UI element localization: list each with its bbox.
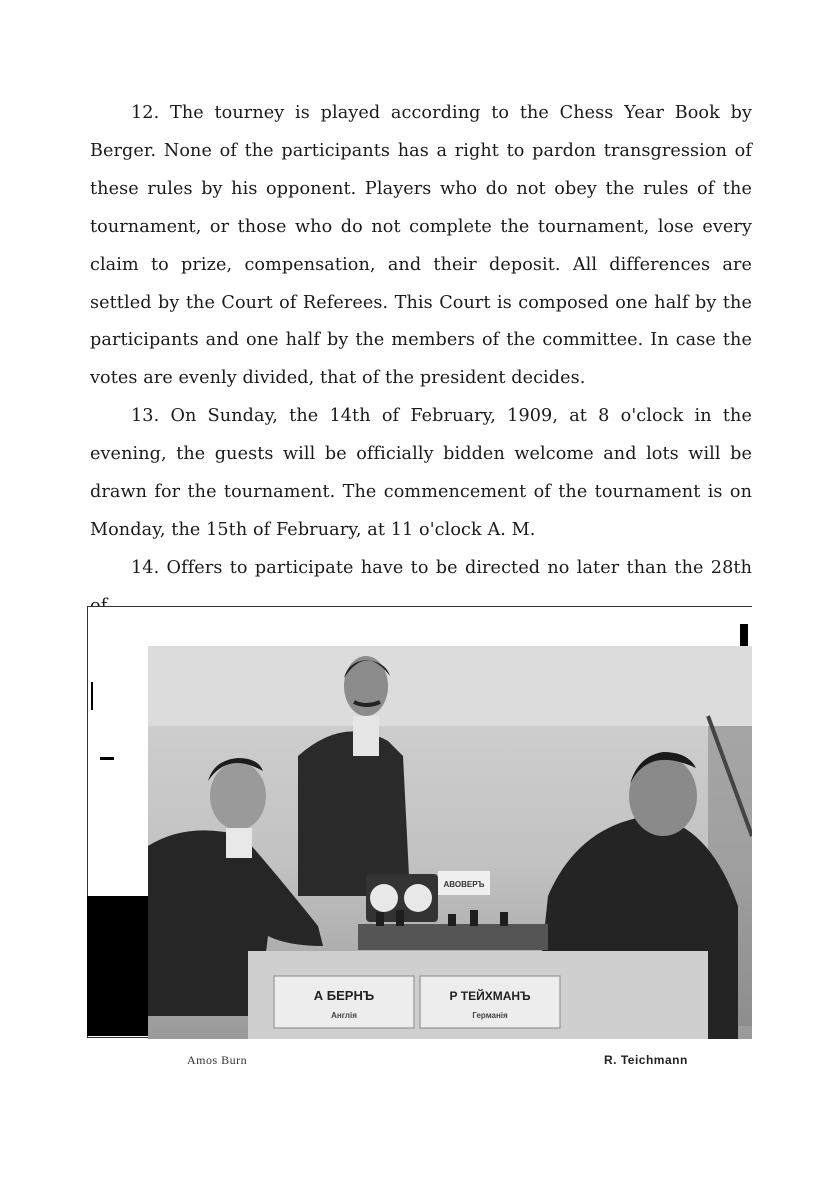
paragraph-14: 14. Offers to participate have to be directed no later than the 28th — [131, 557, 752, 578]
left-plate-country: Англія — [331, 1011, 357, 1020]
paragraph-12: 12. The tourney is played according to the Chess Year Book by Berger. None of the participants has a right to pardon transgression of these rules by his opponent. Players who do not obey the rules of the tournament, or those who do not complete the tournament, lose every claim to prize, compensation, and their deposit. All differences are settled by the Court of Referees. This Court is composed one half by the participants and one half by the members of the committee. In case the votes are evenly divided, that of the president decides. — [90, 103, 752, 389]
right-plate-name: Р ТЕЙХМАНЪ — [449, 989, 531, 1003]
scan-artifact — [87, 896, 149, 1036]
sign-text: АВОВЕРЪ — [443, 880, 485, 889]
left-plate-name: А БЕРНЪ — [313, 988, 375, 1003]
caption-amos-burn: Amos Burn — [187, 1053, 248, 1067]
body-text — [90, 95, 752, 626]
paragraph-13: 13. On Sunday, the 14th of February, 1909, at 8 o'clock in the evening, the guests will be officially bidden welcome and lots will be drawn for the tournament. The commencement of the tournament is on Monday, the 15th of February, at 11 o'clock A. M. — [90, 406, 752, 540]
scan-artifact — [91, 682, 93, 710]
caption-r-teichmann: R. Teichmann — [604, 1053, 688, 1067]
scan-artifact — [740, 624, 748, 646]
scan-artifact — [100, 757, 114, 760]
chess-match-photo — [148, 646, 752, 1039]
right-plate-country: Германія — [472, 1011, 508, 1020]
